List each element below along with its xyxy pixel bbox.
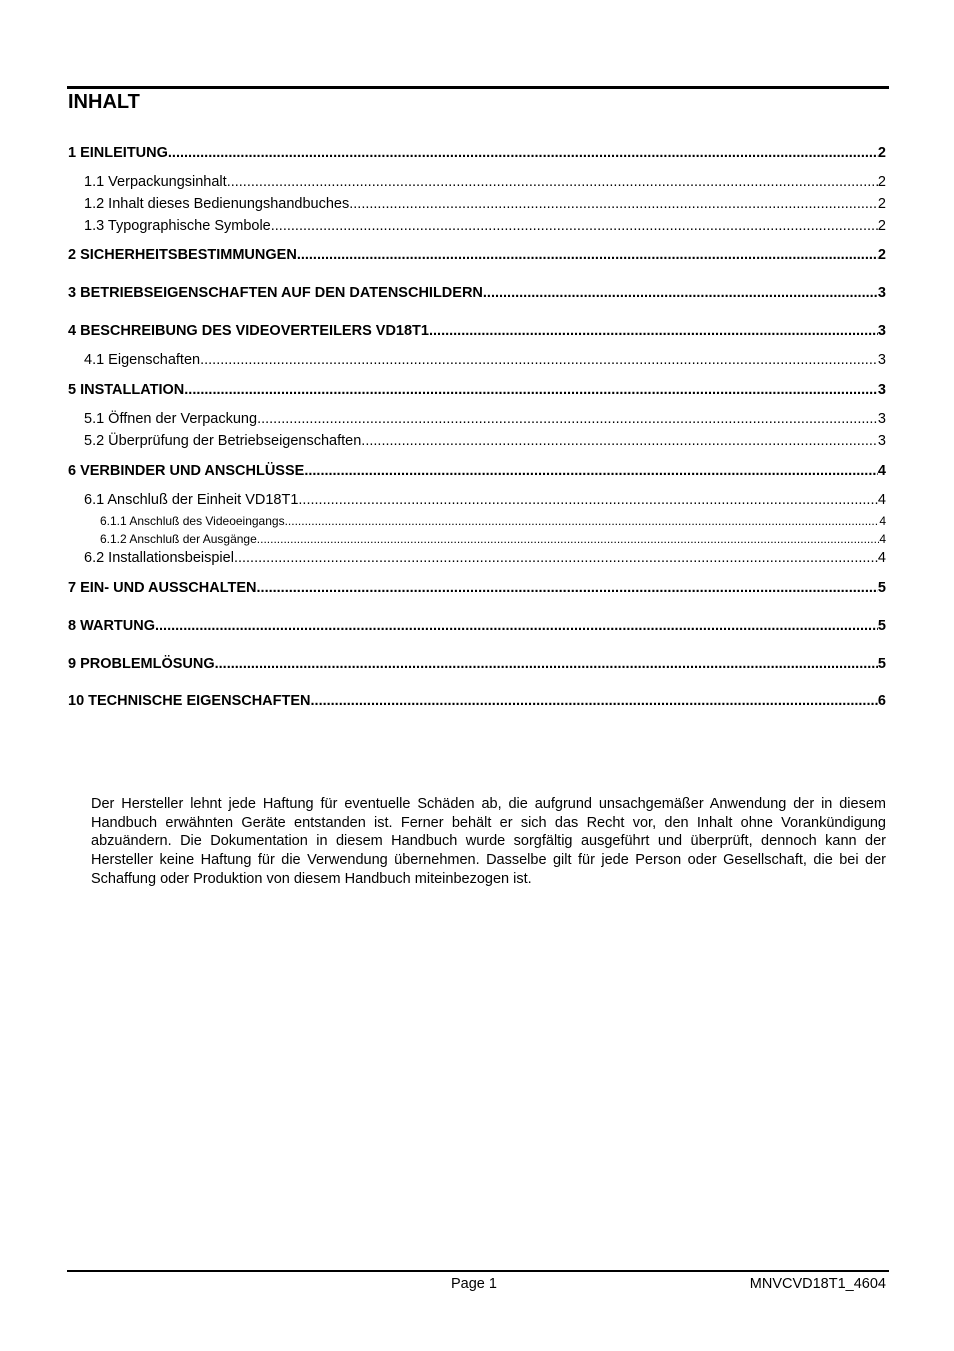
toc-entry-title: 1.3 Typographische Symbole [84,218,271,234]
toc-entry-page: 2 [877,247,886,263]
toc-entry-page: 4 [877,550,886,566]
toc-entry-page: 4 [879,514,886,528]
toc-entry[interactable] [68,285,886,301]
toc-entry-page: 5 [877,580,886,596]
toc-entry-title: 9 PROBLEMLÖSUNG [68,656,215,672]
toc-entry-title: 6 VERBINDER UND ANSCHLÜSSE [68,463,305,479]
toc-entry-page: 3 [877,411,886,427]
toc-entry[interactable] [68,550,886,566]
toc-entry-page: 2 [877,218,886,234]
toc-entry[interactable] [68,580,886,596]
toc-entry[interactable] [68,218,886,234]
toc-entry-page: 4 [879,532,886,546]
toc-entry-page: 3 [877,352,886,368]
toc-entry-page: 5 [877,618,886,634]
toc-entry-page: 3 [877,382,886,398]
page-title: INHALT [68,91,140,113]
toc-entry-title: 5 INSTALLATION [68,382,185,398]
toc-entry[interactable] [68,656,886,672]
toc-entry-page: 6 [877,693,886,709]
disclaimer-text: Der Hersteller lehnt jede Haftung für eventuelle Schäden ab, die aufgrund unsachgemäßer Anwendung der in diesem Handbuch erwähnten Geräte entstanden ist. Ferner behält er sich das Recht vor, den Inhalt ohne Vorankündigung abzuändern. Die Dokumentation in diesem Handbuch wurde sorgfältig ausgeführt und überprüft, dennoch kann der Hersteller keine Haftung für die Verwendung übernehmen. Dasselbe gilt für jede Person oder Gesellschaft, die bei der Schaffung oder Produktion von diesem Handbuch miteinbezogen ist. [91,796,886,887]
toc-entry[interactable] [68,492,886,508]
toc-entry[interactable] [68,382,886,398]
toc-entry[interactable] [68,693,886,709]
toc-entry[interactable] [68,247,886,263]
toc-entry-title: 1.2 Inhalt dieses Bedienungshandbuches [84,196,350,212]
toc-entry-title: 6.1 Anschluß der Einheit VD18T1 [84,492,299,508]
toc-entry-title: 4 BESCHREIBUNG DES VIDEOVERTEILERS VD18T1 [68,323,429,339]
toc-entry[interactable] [68,411,886,427]
toc-entry-title: 7 EIN- UND AUSSCHALTEN [68,580,257,596]
footer-rule [67,1270,889,1272]
toc-entry-page: 5 [877,656,886,672]
toc-entry-title: 3 BETRIEBSEIGENSCHAFTEN AUF DEN DATENSCHILDERN [68,285,483,301]
toc-entry-title: 5.2 Überprüfung der Betriebseigenschaften [84,433,362,449]
toc-entry-title: 4.1 Eigenschaften [84,352,201,368]
toc-entry-page: 2 [877,196,886,212]
toc-entry[interactable] [68,532,886,546]
toc-entry-page: 2 [877,145,886,161]
toc-entry[interactable] [68,433,886,449]
toc-entry-page: 3 [877,285,886,301]
toc-entry-title: 1 EINLEITUNG [68,145,168,161]
toc-entry[interactable] [68,618,886,634]
toc-entry[interactable] [68,145,886,161]
toc-entry[interactable] [68,463,886,479]
toc-entry[interactable] [68,196,886,212]
toc-entry-title: 1.1 Verpackungsinhalt [84,174,227,190]
document-code: MNVCVD18T1_4604 [749,1276,886,1292]
toc-entry[interactable] [68,514,886,528]
toc-entry-page: 2 [877,174,886,190]
toc-entry[interactable] [68,352,886,368]
toc-entry-title: 10 TECHNISCHE EIGENSCHAFTEN [68,693,311,709]
toc-entry-title: 5.1 Öffnen der Verpackung [84,411,258,427]
page-number: Page 1 [451,1276,497,1292]
toc-entry-title: 2 SICHERHEITSBESTIMMUNGEN [68,247,297,263]
toc-entry-page: 4 [877,463,886,479]
toc-entry-title: 6.2 Installationsbeispiel [84,550,234,566]
toc-entry-page: 4 [877,492,886,508]
toc-entry[interactable] [68,174,886,190]
toc-entry-page: 3 [877,323,886,339]
header-rule [67,86,889,89]
toc-entry-title: 6.1.2 Anschluß der Ausgänge [100,532,257,546]
toc-entry[interactable] [68,323,886,339]
toc-entry-title: 8 WARTUNG [68,618,155,634]
toc-entry-title: 6.1.1 Anschluß des Videoeingangs [100,514,285,528]
toc-entry-page: 3 [877,433,886,449]
